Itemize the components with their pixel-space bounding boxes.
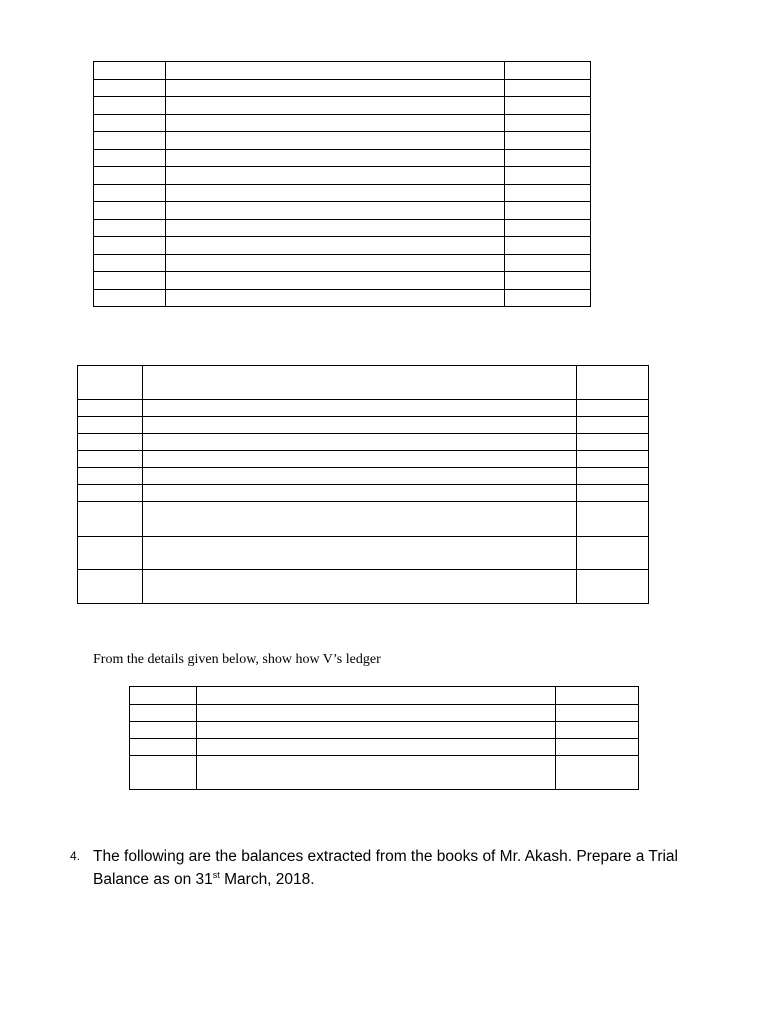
table-row xyxy=(94,132,591,150)
table-row xyxy=(94,167,591,185)
table-row xyxy=(94,79,591,97)
table-row xyxy=(78,570,649,604)
table-row xyxy=(78,502,649,537)
table-row xyxy=(130,687,639,705)
table-row xyxy=(94,97,591,115)
table-row xyxy=(78,537,649,570)
table-row xyxy=(94,149,591,167)
blank-table-2 xyxy=(77,365,649,604)
table-row xyxy=(78,451,649,468)
table-row xyxy=(94,114,591,132)
table-row xyxy=(94,219,591,237)
table-row xyxy=(94,62,591,80)
blank-table-3 xyxy=(129,686,639,790)
intro-text: From the details given below, show how V’s ledger xyxy=(93,652,381,667)
question-text-main: The following are the balances extracted from the books of Mr. Akash. Prepare a Trial Balance as on 31 xyxy=(93,848,678,888)
table-row xyxy=(78,468,649,485)
table-row xyxy=(78,434,649,451)
table-row xyxy=(78,400,649,417)
blank-table-1 xyxy=(93,61,591,307)
table-row xyxy=(78,417,649,434)
table-row xyxy=(94,202,591,220)
table-row xyxy=(130,705,639,722)
ordinal-superscript: st xyxy=(212,869,220,880)
table-row xyxy=(78,366,649,400)
table-row xyxy=(94,184,591,202)
table-row xyxy=(94,237,591,255)
table-row xyxy=(130,756,639,790)
question-number: 4. xyxy=(70,849,81,863)
question-4 xyxy=(70,845,730,891)
table-row xyxy=(94,272,591,290)
table-row xyxy=(94,254,591,272)
question-text-end: March, 2018. xyxy=(219,871,315,888)
table-row xyxy=(130,722,639,739)
table-row xyxy=(130,739,639,756)
question-text xyxy=(93,845,730,891)
table-row xyxy=(78,485,649,502)
table-row xyxy=(94,289,591,307)
